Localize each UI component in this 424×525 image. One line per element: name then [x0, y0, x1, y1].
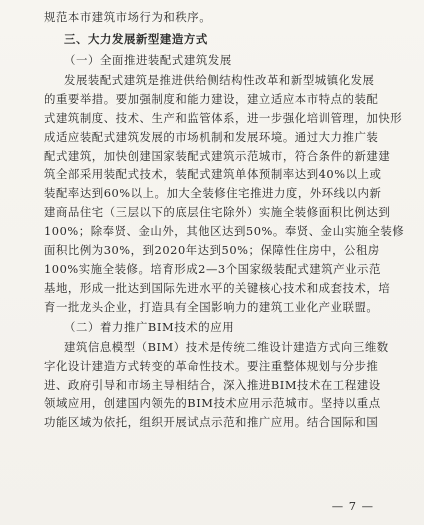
text-line: 配式建筑，加快创建国家装配式建筑示范城市，符合条件的新建建: [44, 148, 391, 163]
text-line: 筑全部采用装配式技术，装配式建筑单体预制率达到40%以上或: [44, 167, 382, 182]
text-line: 装配率达到60%以上。加大全装修住宅推进力度，外环线以内新: [44, 186, 382, 201]
section-heading: 三、大力发展新型建造方式: [64, 31, 208, 46]
text-line: 成适应装配式建筑发展的市场机制和发展环境。通过大力推广装: [44, 129, 379, 144]
text-line: 式建筑制度、技术、生产和监管体系，进一步强化培训管理，加快形: [44, 110, 403, 125]
page-number: — 7 —: [331, 499, 374, 513]
paragraph-first-line: 建筑信息模型（BIM）技术是传统二维设计建造方式向三维数: [64, 339, 389, 354]
text-line: 功能区域为依托，组织开展试点示范和推广应用。结合国际和国: [44, 415, 379, 430]
text-line: 基地，形成一批达到国际先进水平的关键核心技术和成套技术，培: [44, 280, 391, 295]
text-line: 育一批龙头企业，打造具有全国影响力的建筑工业化产业联盟。: [44, 299, 379, 314]
text-line: 面积比例为30%，到2020年达到50%；保障性住房中，公租房: [44, 243, 380, 258]
document-body: [44, 8, 405, 432]
text-line: 100%实施全装修。培育形成2—3个国家级装配式建筑产业示范: [44, 261, 381, 276]
paragraph-first-line: 发展装配式建筑是推进供给侧结构性改革和新型城镇化发展: [64, 72, 375, 87]
text-line: 进、政府引导和市场主导相结合，深入推进BIM技术在工程建设: [44, 377, 381, 392]
text-line: 领域应用，创建国内领先的BIM技术应用示范城市。坚持以重点: [44, 396, 381, 411]
text-line: 字化设计建造方式转变的革命性技术。要注重整体规划与分步推: [44, 358, 379, 373]
text-line: 规范本市建筑市场行为和秩序。: [44, 10, 212, 24]
subsection-heading: （二）着力推广BIM技术的应用: [64, 319, 235, 334]
subsection-heading: （一）全面推进装配式建筑发展: [64, 52, 232, 67]
text-line: 100%；除奉贤、金山外，其他区达到50%。奉贤、金山实施全装修: [44, 224, 405, 239]
text-line: 建商品住宅（三层以下的底层住宅除外）实施全装修面积比例达到: [44, 205, 391, 220]
text-line: 的重要举措。要加强制度和能力建设，建立适应本市特点的装配: [44, 91, 379, 106]
